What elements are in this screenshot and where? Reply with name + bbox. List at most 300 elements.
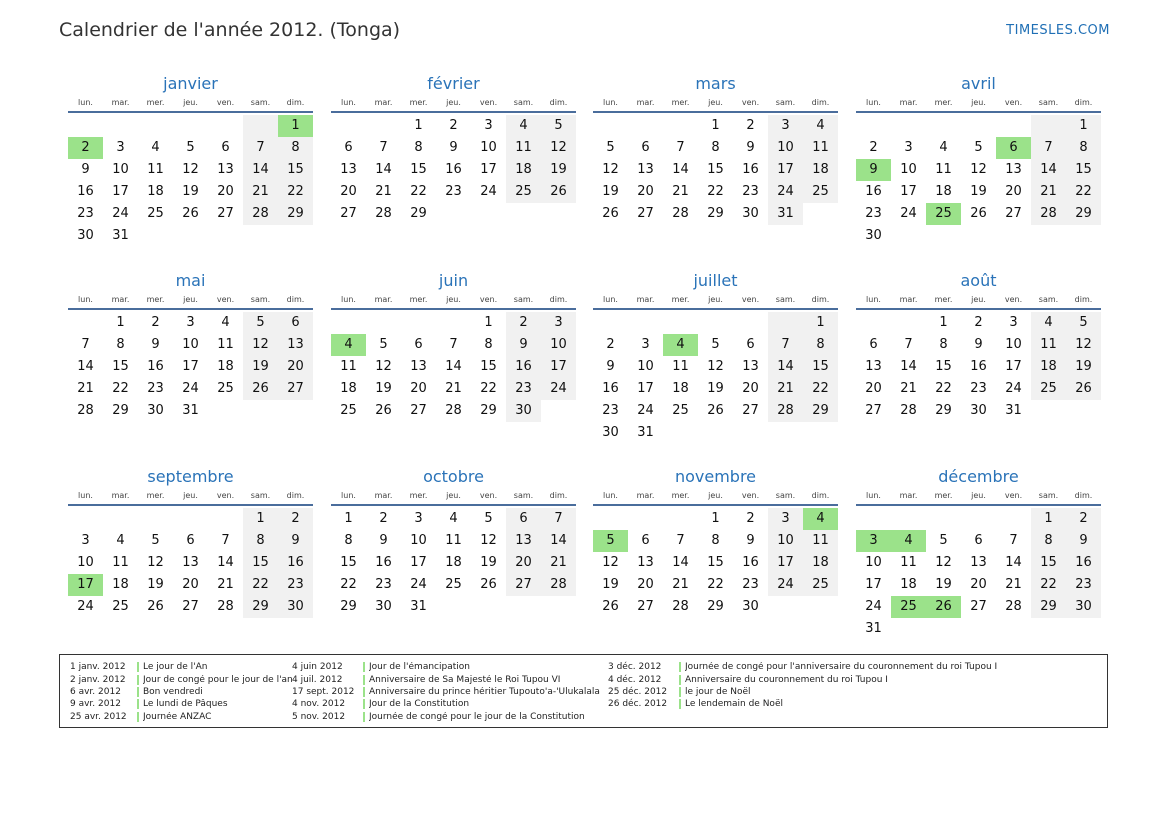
weekday-label: sam. (513, 295, 534, 304)
day-cell: 25 (340, 403, 357, 418)
day-cell: 11 (935, 162, 952, 177)
weekday-label: lun. (866, 295, 881, 304)
day-cell: 8 (278, 137, 313, 159)
day-cell: 29 (803, 400, 838, 422)
day-cell: 16 (1066, 552, 1101, 574)
empty-cell (593, 508, 628, 530)
day-cell: 25 (506, 181, 541, 203)
day-cell: 20 (970, 577, 987, 592)
weekday-label: ven. (216, 491, 235, 500)
day-cell: 29 (707, 599, 724, 614)
day-cell: 7 (379, 140, 388, 155)
day-cell: 25 (803, 574, 838, 596)
day-cell: 20 (278, 356, 313, 378)
day-cell: 24 (480, 184, 497, 199)
empty-cell (243, 115, 278, 137)
holiday-name: Journée de congé pour l'anniversaire du couronnement du roi Tupou I (685, 662, 998, 673)
day-cell: 28 (1005, 599, 1022, 614)
weekday-label: dim. (286, 491, 305, 500)
weekday-label: mer. (671, 98, 690, 107)
day-cell: 25 (112, 599, 129, 614)
month-février (331, 73, 576, 225)
holiday-legend (59, 654, 1108, 728)
month-décembre (856, 466, 1101, 640)
day-cell: 23 (602, 403, 619, 418)
weekday-label: mar. (636, 295, 655, 304)
day-cell: 9 (746, 140, 755, 155)
legend-item (70, 661, 293, 673)
day-cell: 8 (1066, 137, 1101, 159)
empty-cell (208, 115, 243, 137)
day-cell: 19 (375, 381, 392, 396)
day-cell: 7 (541, 508, 576, 530)
holiday-name: Anniversaire de Sa Majesté le Roi Tupou VI (369, 674, 561, 685)
day-cell: 27 (970, 599, 987, 614)
weekday-label: jeu. (971, 295, 986, 304)
holiday-date: 4 juin 2012 (292, 662, 343, 673)
day-cell: 11 (445, 533, 462, 548)
day-cell: 27 (506, 574, 541, 596)
weekday-header (331, 95, 576, 113)
day-cell: 11 (147, 162, 164, 177)
day-cell: 14 (1005, 555, 1022, 570)
day-cell: 27 (217, 206, 234, 221)
month-name: juin (438, 271, 469, 290)
day-cell: 31 (768, 203, 803, 225)
day-cell: 3 (484, 118, 493, 133)
day-cell: 31 (410, 599, 427, 614)
day-cell: 29 (410, 206, 427, 221)
holiday-date: 9 avr. 2012 (70, 699, 121, 710)
day-cell: 15 (112, 359, 129, 374)
day-cell: 24 (182, 381, 199, 396)
day-cell: 22 (410, 184, 427, 199)
holiday-marker (363, 662, 365, 672)
holiday-date: 25 déc. 2012 (608, 686, 668, 697)
day-cell: 20 (182, 577, 199, 592)
holiday-marker (363, 699, 365, 709)
day-cell: 3 (768, 508, 803, 530)
day-cell: 14 (672, 555, 689, 570)
day-cell: 11 (803, 530, 838, 552)
day-cell: 29 (243, 596, 278, 618)
day-cell: 20 (1005, 184, 1022, 199)
day-cell: 14 (375, 162, 392, 177)
day-grid (331, 115, 576, 225)
month-juin (331, 270, 576, 422)
day-cell: 28 (768, 400, 803, 422)
day-cell: 22 (243, 574, 278, 596)
day-cell: 1 (116, 315, 125, 330)
holiday-date: 4 juil. 2012 (292, 674, 343, 685)
day-cell: 12 (602, 555, 619, 570)
day-cell: 15 (803, 356, 838, 378)
legend-item (292, 686, 600, 698)
day-cell: 21 (1005, 577, 1022, 592)
day-cell: 6 (746, 337, 755, 352)
empty-cell (173, 115, 208, 137)
day-cell: 28 (217, 599, 234, 614)
month-mai (68, 270, 313, 422)
month-octobre (331, 466, 576, 618)
weekday-label: sam. (250, 491, 271, 500)
day-cell: 23 (742, 577, 759, 592)
day-cell: 26 (970, 206, 987, 221)
day-cell: 30 (77, 228, 94, 243)
day-cell: 7 (1009, 533, 1018, 548)
day-cell: 23 (445, 184, 462, 199)
day-cell: 21 (541, 552, 576, 574)
day-cell: 6 (278, 312, 313, 334)
day-cell: 13 (637, 162, 654, 177)
day-cell: 6 (974, 533, 983, 548)
month-août (856, 270, 1101, 422)
empty-cell (593, 312, 628, 334)
day-cell: 19 (480, 555, 497, 570)
day-cell: 15 (480, 359, 497, 374)
holiday-date: 6 avr. 2012 (70, 686, 121, 697)
day-cell: 3 (856, 530, 891, 552)
day-cell: 14 (217, 555, 234, 570)
day-cell: 2 (869, 140, 878, 155)
day-cell: 24 (900, 206, 917, 221)
weekday-label: lun. (78, 295, 93, 304)
day-cell: 3 (904, 140, 913, 155)
weekday-label: mar. (899, 295, 918, 304)
day-cell: 16 (147, 359, 164, 374)
holiday-name: Anniversaire du couronnement du roi Tupou I (685, 674, 888, 685)
weekday-label: ven. (216, 98, 235, 107)
day-cell: 18 (1031, 356, 1066, 378)
weekday-header (593, 292, 838, 310)
day-cell: 25 (445, 577, 462, 592)
day-cell: 16 (742, 162, 759, 177)
day-cell: 26 (182, 206, 199, 221)
weekday-label: mar. (111, 491, 130, 500)
day-cell: 13 (637, 555, 654, 570)
day-cell: 25 (803, 181, 838, 203)
day-cell: 17 (182, 359, 199, 374)
empty-cell (68, 508, 103, 530)
day-grid (68, 312, 313, 422)
day-cell: 4 (663, 334, 698, 356)
weekday-label: jeu. (183, 295, 198, 304)
weekday-header (856, 292, 1101, 310)
empty-cell (698, 312, 733, 334)
day-cell: 18 (506, 159, 541, 181)
day-grid (68, 508, 313, 618)
day-cell: 13 (970, 555, 987, 570)
day-cell: 30 (1066, 596, 1101, 618)
day-cell: 13 (865, 359, 882, 374)
day-grid (593, 508, 838, 618)
day-cell: 2 (449, 118, 458, 133)
empty-cell (926, 508, 961, 530)
weekday-label: jeu. (446, 491, 461, 500)
weekday-header (68, 292, 313, 310)
day-cell: 9 (606, 359, 615, 374)
weekday-label: dim. (1074, 295, 1093, 304)
day-cell: 16 (970, 359, 987, 374)
weekday-label: mar. (111, 295, 130, 304)
day-cell: 3 (414, 511, 423, 526)
holiday-date: 4 nov. 2012 (292, 699, 346, 710)
day-cell: 15 (707, 162, 724, 177)
day-cell: 17 (480, 162, 497, 177)
day-cell: 12 (147, 555, 164, 570)
weekday-label: sam. (1038, 295, 1059, 304)
day-cell: 6 (869, 337, 878, 352)
weekday-label: ven. (479, 491, 498, 500)
day-cell: 19 (602, 577, 619, 592)
day-cell: 1 (278, 115, 313, 137)
day-cell: 30 (742, 206, 759, 221)
day-cell: 6 (641, 533, 650, 548)
holiday-name: Journée de congé pour le jour de la Constitution (369, 711, 585, 722)
weekday-header (68, 488, 313, 506)
month-name: mars (695, 74, 736, 93)
month-janvier (68, 73, 313, 247)
day-cell: 15 (935, 359, 952, 374)
day-cell: 5 (939, 533, 948, 548)
day-cell: 25 (672, 403, 689, 418)
legend-item (292, 711, 600, 723)
day-cell: 29 (340, 599, 357, 614)
page-title: Calendrier de l'année 2012. (Tonga) (59, 19, 401, 41)
day-cell: 6 (641, 140, 650, 155)
empty-cell (331, 115, 366, 137)
day-cell: 29 (112, 403, 129, 418)
day-cell: 18 (803, 159, 838, 181)
weekday-label: dim. (811, 98, 830, 107)
day-cell: 10 (182, 337, 199, 352)
day-cell: 13 (340, 162, 357, 177)
day-cell: 23 (865, 206, 882, 221)
empty-cell (891, 115, 926, 137)
day-cell: 22 (1031, 574, 1066, 596)
day-cell: 21 (243, 181, 278, 203)
day-cell: 8 (243, 530, 278, 552)
day-cell: 28 (541, 574, 576, 596)
empty-cell (68, 312, 103, 334)
weekday-label: sam. (250, 295, 271, 304)
weekday-label: lun. (866, 491, 881, 500)
empty-cell (401, 312, 436, 334)
legend-item (608, 673, 997, 685)
day-cell: 20 (637, 577, 654, 592)
day-cell: 18 (672, 381, 689, 396)
day-cell: 18 (803, 552, 838, 574)
holiday-name: Le lundi de Pâques (143, 699, 228, 710)
day-cell: 26 (243, 378, 278, 400)
empty-cell (663, 115, 698, 137)
day-cell: 8 (803, 334, 838, 356)
weekday-label: sam. (775, 98, 796, 107)
day-cell: 19 (1066, 356, 1101, 378)
month-name: décembre (938, 467, 1019, 486)
day-cell: 28 (243, 203, 278, 225)
day-cell: 10 (1005, 337, 1022, 352)
day-cell: 9 (379, 533, 388, 548)
day-cell: 2 (278, 508, 313, 530)
holiday-name: Le jour de l'An (143, 662, 208, 673)
month-juillet (593, 270, 838, 444)
day-cell: 21 (375, 184, 392, 199)
day-cell: 27 (742, 403, 759, 418)
day-cell: 11 (506, 137, 541, 159)
day-cell: 27 (1005, 206, 1022, 221)
day-cell: 28 (1031, 203, 1066, 225)
weekday-label: dim. (549, 98, 568, 107)
day-cell: 30 (742, 599, 759, 614)
day-cell: 25 (217, 381, 234, 396)
day-cell: 27 (410, 403, 427, 418)
weekday-label: ven. (741, 295, 760, 304)
weekday-label: dim. (286, 98, 305, 107)
weekday-label: dim. (286, 295, 305, 304)
day-cell: 29 (935, 403, 952, 418)
day-cell: 4 (151, 140, 160, 155)
day-cell: 4 (891, 530, 926, 552)
day-cell: 29 (1031, 596, 1066, 618)
day-cell: 6 (221, 140, 230, 155)
day-cell: 17 (1005, 359, 1022, 374)
empty-cell (768, 312, 803, 334)
day-cell: 9 (506, 334, 541, 356)
weekday-label: lun. (603, 491, 618, 500)
day-cell: 11 (900, 555, 917, 570)
day-cell: 25 (1031, 378, 1066, 400)
day-cell: 16 (77, 184, 94, 199)
weekday-label: mer. (146, 491, 165, 500)
day-cell: 12 (935, 555, 952, 570)
weekday-label: ven. (479, 98, 498, 107)
weekday-label: dim. (811, 295, 830, 304)
holiday-marker (679, 662, 681, 672)
day-cell: 20 (637, 184, 654, 199)
holiday-name: Jour de l'émancipation (369, 662, 470, 673)
day-cell: 19 (541, 159, 576, 181)
day-cell: 13 (410, 359, 427, 374)
weekday-label: mar. (636, 98, 655, 107)
month-avril (856, 73, 1101, 247)
empty-cell (138, 508, 173, 530)
empty-cell (961, 115, 996, 137)
day-cell: 23 (742, 184, 759, 199)
weekday-label: dim. (1074, 491, 1093, 500)
day-cell: 14 (1031, 159, 1066, 181)
day-cell: 17 (637, 381, 654, 396)
day-cell: 3 (1009, 315, 1018, 330)
weekday-label: mar. (636, 491, 655, 500)
day-cell: 6 (344, 140, 353, 155)
day-cell: 27 (637, 206, 654, 221)
holiday-name: Journée ANZAC (143, 711, 212, 722)
day-cell: 1 (711, 118, 720, 133)
day-cell: 7 (81, 337, 90, 352)
day-cell: 10 (410, 533, 427, 548)
day-cell: 15 (410, 162, 427, 177)
site-link[interactable]: TIMESLES.COM (1006, 23, 1110, 38)
day-cell: 5 (606, 140, 615, 155)
day-cell: 30 (375, 599, 392, 614)
legend-item (70, 698, 293, 710)
day-cell: 17 (112, 184, 129, 199)
day-cell: 22 (340, 577, 357, 592)
day-cell: 1 (414, 118, 423, 133)
day-cell: 30 (970, 403, 987, 418)
month-name: septembre (147, 467, 234, 486)
day-cell: 21 (1031, 181, 1066, 203)
day-cell: 14 (77, 359, 94, 374)
day-cell: 15 (1031, 552, 1066, 574)
day-cell: 29 (480, 403, 497, 418)
day-cell: 4 (449, 511, 458, 526)
weekday-label: ven. (741, 491, 760, 500)
weekday-label: lun. (78, 98, 93, 107)
weekday-label: jeu. (183, 98, 198, 107)
day-cell: 5 (151, 533, 160, 548)
empty-cell (996, 508, 1031, 530)
day-cell: 23 (1066, 574, 1101, 596)
day-cell: 7 (1031, 137, 1066, 159)
day-cell: 31 (637, 425, 654, 440)
day-cell: 10 (480, 140, 497, 155)
day-cell: 4 (939, 140, 948, 155)
legend-item (70, 673, 293, 685)
day-cell: 31 (182, 403, 199, 418)
holiday-name: le jour de Noël (685, 686, 751, 697)
day-cell: 11 (112, 555, 129, 570)
day-cell: 2 (974, 315, 983, 330)
day-cell: 24 (865, 599, 882, 614)
day-cell: 20 (340, 184, 357, 199)
day-cell: 27 (637, 599, 654, 614)
weekday-header (856, 95, 1101, 113)
holiday-marker (679, 687, 681, 697)
day-cell: 22 (1066, 181, 1101, 203)
day-cell: 10 (637, 359, 654, 374)
holiday-date: 25 avr. 2012 (70, 711, 127, 722)
legend-column (292, 661, 600, 723)
weekday-label: sam. (775, 491, 796, 500)
day-cell: 1 (243, 508, 278, 530)
day-cell: 4 (116, 533, 125, 548)
weekday-label: dim. (1074, 98, 1093, 107)
day-grid (856, 312, 1101, 422)
day-cell: 2 (379, 511, 388, 526)
holiday-date: 3 déc. 2012 (608, 662, 662, 673)
day-cell: 28 (445, 403, 462, 418)
empty-cell (208, 508, 243, 530)
day-cell: 23 (147, 381, 164, 396)
weekday-label: sam. (513, 98, 534, 107)
day-cell: 7 (243, 137, 278, 159)
weekday-label: sam. (1038, 98, 1059, 107)
day-cell: 15 (707, 555, 724, 570)
weekday-label: mer. (409, 98, 428, 107)
day-cell: 12 (375, 359, 392, 374)
weekday-label: mar. (111, 98, 130, 107)
weekday-label: ven. (216, 295, 235, 304)
holiday-name: Le lendemain de Noël (685, 699, 783, 710)
weekday-label: mer. (934, 491, 953, 500)
day-cell: 14 (445, 359, 462, 374)
day-cell: 15 (340, 555, 357, 570)
day-cell: 7 (221, 533, 230, 548)
day-cell: 4 (331, 334, 366, 356)
day-cell: 19 (935, 577, 952, 592)
